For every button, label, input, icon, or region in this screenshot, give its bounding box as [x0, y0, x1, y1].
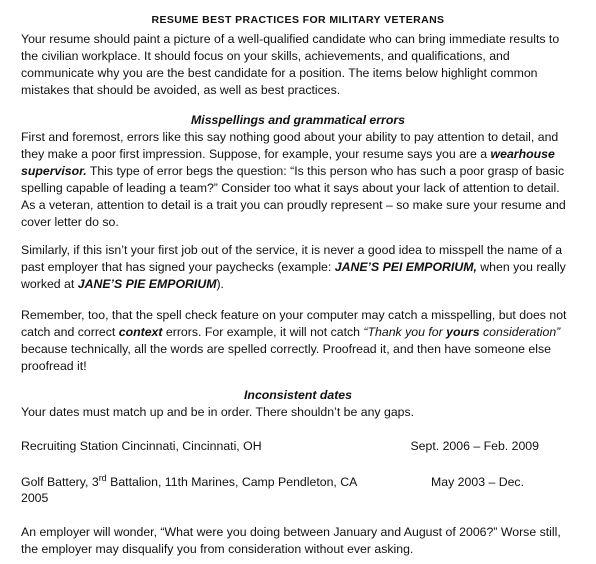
text-run: Battalion, 11th Marines, Camp Pendleton, CA: [106, 475, 358, 489]
text-run: First and foremost, errors like this say nothing good about your ability to pay attention to detail, and they make a poor first impression. Suppose, for example, your resume says you are a: [21, 130, 559, 161]
text-run: Similarly, if this isn’t your first job out of the service, it is never a good idea to misspell the name of a past employer that has signed your paychecks (example:: [21, 243, 563, 274]
text-run: This type of error begs the question: “Is this person who has such a poor grasp of basic spelling capable of leading a team?” Consider too what it says about your lack of attention to detail. As a veteran, attention to detail is a trait you can proudly represent – so make sure your resume and cover letter do so.: [21, 164, 566, 229]
context-emphasis: context: [118, 325, 163, 339]
correct-employer-example: JANE’S PIE EMPORIUM: [77, 277, 217, 291]
example-dates: Sept. 2006 – Feb. 2009: [410, 439, 539, 453]
example-unit: [21, 472, 358, 489]
ordinal-suffix: rd: [98, 472, 107, 483]
text-run: ).: [216, 277, 224, 291]
document-title: RESUME BEST PRACTICES FOR MILITARY VETERANS: [151, 14, 445, 26]
misspelled-example: wearhouse supervisor.: [21, 147, 555, 178]
date-example-row-1: [21, 438, 571, 455]
quote-example: consideration”: [479, 325, 561, 339]
misspelled-employer-example: JANE’S PEI EMPORIUM,: [334, 260, 477, 274]
quote-example-error: yours: [446, 325, 480, 339]
section-heading-dates: Inconsistent dates: [244, 388, 352, 402]
text-run: when you really worked at: [21, 260, 566, 291]
text-run: errors. For example, it will not catch: [162, 325, 364, 339]
misspellings-paragraph-3: [21, 307, 571, 375]
text-run: Remember, too, that the spell check feature on your computer may catch a misspelling, but does not catch and correct: [21, 308, 567, 339]
example-dates: May 2003 – Dec.: [431, 475, 524, 489]
quote-example: “Thank you for: [363, 325, 447, 339]
dates-intro: Your dates must match up and be in order. There shouldn’t be any gaps.: [21, 405, 415, 419]
text-run: Golf Battery, 3: [21, 475, 99, 489]
misspellings-paragraph-2: [21, 242, 571, 293]
date-example-row-2-wrap: 2005: [21, 491, 49, 505]
text-run: because technically, all the words are spelled correctly. Proofread it, and then have someone else proofread it!: [21, 342, 551, 373]
example-employer: Recruiting Station Cincinnati, Cincinnati, OH: [21, 439, 262, 453]
date-example-row-2: [21, 474, 571, 491]
misspellings-paragraph-1: [21, 129, 571, 231]
intro-paragraph: Your resume should paint a picture of a well-qualified candidate who can bring immediate results to the civilian workplace. It should focus on your skills, achievements, and qualifications, and communicate why you are the best candidate for a position. The items below highlight common mistakes that should be avoided, as well as best practices.: [21, 32, 560, 97]
dates-closing-paragraph: An employer will wonder, “What were you doing between January and August of 2006?” Worse still, the employer may disqualify you from consideration without ever asking.: [21, 525, 561, 556]
section-heading-misspellings: Misspellings and grammatical errors: [191, 113, 405, 127]
